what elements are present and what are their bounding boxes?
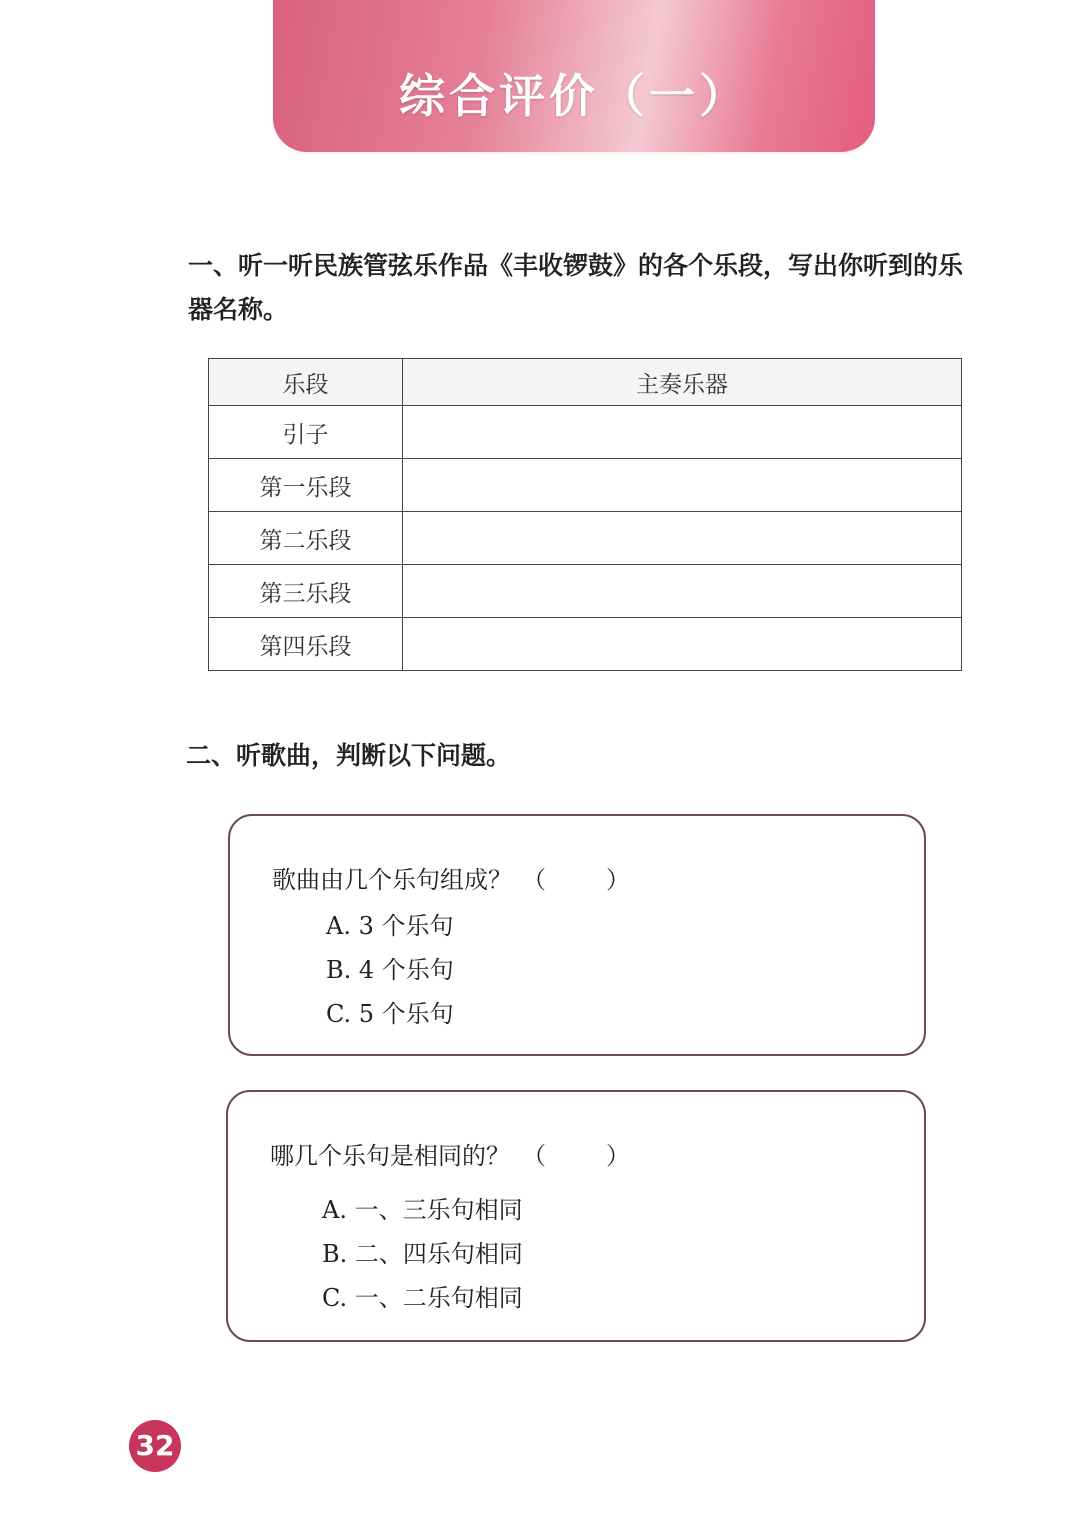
table-row [209,459,962,512]
answer-open-paren: （ [522,1142,546,1170]
column-header-instrument: 主奏乐器 [403,359,962,406]
question-box-2 [226,1090,926,1342]
question-prompt: 歌曲由几个乐句组成？ [272,866,512,894]
section-2-heading: 二、听歌曲，判断以下问题。 [186,741,512,770]
option-c[interactable]: C. 一、二乐句相同 [322,1284,523,1312]
column-header-segment: 乐段 [209,359,403,406]
instrument-answer-cell[interactable] [403,459,962,512]
section-1-heading: 一、听一听民族管弦乐作品《丰收锣鼓》的各个乐段，写出你听到的乐器名称。 [188,251,964,324]
option-b[interactable]: B. 二、四乐句相同 [322,1240,523,1268]
answer-close-paren: ） [606,1142,630,1170]
instrument-answer-cell[interactable] [403,618,962,671]
instrument-answer-cell[interactable] [403,406,962,459]
answer-close-paren: ） [606,866,630,894]
table-row [209,618,962,671]
page-title: 综合评价（一） [399,69,749,123]
segment-cell: 引子 [209,406,403,459]
question-prompt: 哪几个乐句是相同的？ [270,1142,510,1170]
instrument-answer-cell[interactable] [403,565,962,618]
table-row [209,565,962,618]
option-c[interactable]: C. 5 个乐句 [326,1000,454,1028]
segment-cell: 第一乐段 [209,459,403,512]
answer-open-paren: （ [522,866,546,894]
table-row [209,406,962,459]
option-b[interactable]: B. 4 个乐句 [326,956,454,984]
segment-cell: 第二乐段 [209,512,403,565]
table-header-row [209,359,962,406]
option-a[interactable]: A. 一、三乐句相同 [322,1196,523,1224]
instrument-answer-cell[interactable] [403,512,962,565]
segment-cell: 第三乐段 [209,565,403,618]
option-a[interactable]: A. 3 个乐句 [326,912,454,940]
instrument-table [208,358,962,671]
segment-cell: 第四乐段 [209,618,403,671]
table-row [209,512,962,565]
page-number-badge: 32 [129,1420,181,1472]
question-box-1 [228,814,926,1056]
